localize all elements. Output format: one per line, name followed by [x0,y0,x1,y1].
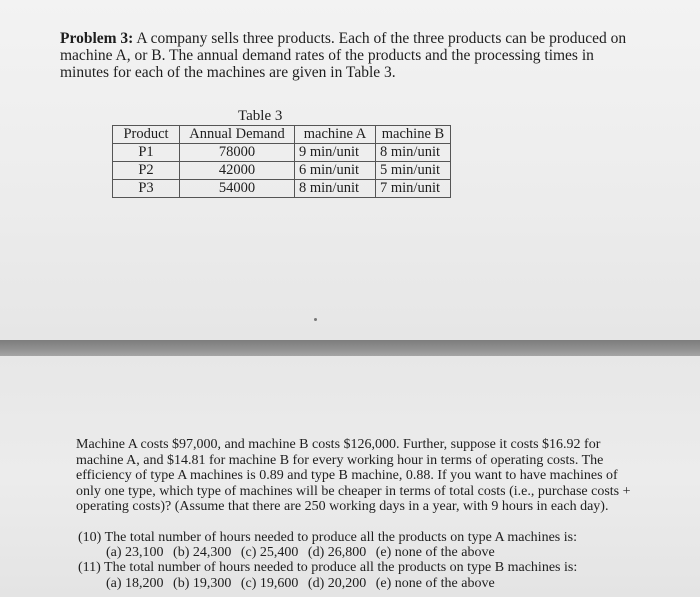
table-header-row [113,126,451,144]
option: (d) 26,800 [307,545,367,561]
option: (a) 18,200 [106,575,164,591]
option: (d) 20,200 [307,575,367,591]
cell-product: P2 [113,162,180,180]
problem-label: Problem 3: [60,30,134,47]
cell-machine-b: 8 min/unit [376,144,451,162]
table-row [113,144,451,162]
sheet-divider [0,340,700,356]
cell-demand: 54000 [180,180,295,198]
problem-text: A company sells three products. Each of the three products can be produced on machine A, or B. The annual demand rates of the products and the processing times in minutes for each of the machines are given in Table 3. [60,30,627,81]
option: (c) 25,400 [240,545,299,561]
cell-product: P3 [113,180,180,198]
cell-machine-b: 5 min/unit [376,162,451,180]
question-list [78,530,638,591]
table-caption: Table 3 [238,108,283,124]
option: (a) 23,100 [106,545,164,561]
cell-demand: 78000 [180,144,295,162]
cell-demand: 42000 [180,162,295,180]
option: (e) none of the above [375,575,495,591]
stray-mark [314,318,317,321]
cell-machine-a: 8 min/unit [295,180,376,198]
machine-cost-paragraph: Machine A costs $97,000, and machine B costs $126,000. Further, suppose it costs $16.92 for machine A, and $14.81 for machine B for every working hour in terms of operating costs. The efficiency of type A machines is 0.89 and type B machine, 0.88. If you want to have machines of only one type, which type of machines will be cheaper in terms of total costs (i.e., purchase costs + operating costs)? (Assume that there are 250 working days in a year, with 9 hours in each day). [76,437,631,515]
question-10-options [78,545,638,560]
option: (e) none of the above [375,545,495,561]
cell-machine-b: 7 min/unit [376,180,451,198]
cell-machine-a: 6 min/unit [295,162,376,180]
cell-machine-a: 9 min/unit [295,144,376,162]
option: (b) 19,300 [173,575,232,591]
header-machine-a: machine A [295,126,376,144]
header-annual-demand: Annual Demand [180,126,295,144]
header-product: Product [113,126,180,144]
option: (b) 24,300 [173,545,232,561]
question-11: (11) The total number of hours needed to produce all the products on type B machines is: [78,560,578,576]
question-10: (10) The total number of hours needed to produce all the products on type A machines is: [78,530,577,545]
table-row [113,180,451,198]
header-machine-b: machine B [376,126,451,144]
table-row [113,162,451,180]
data-table [112,125,451,198]
problem-statement [60,30,640,81]
question-11-options [78,576,638,591]
cell-product: P1 [113,144,180,162]
option: (c) 19,600 [240,575,299,591]
